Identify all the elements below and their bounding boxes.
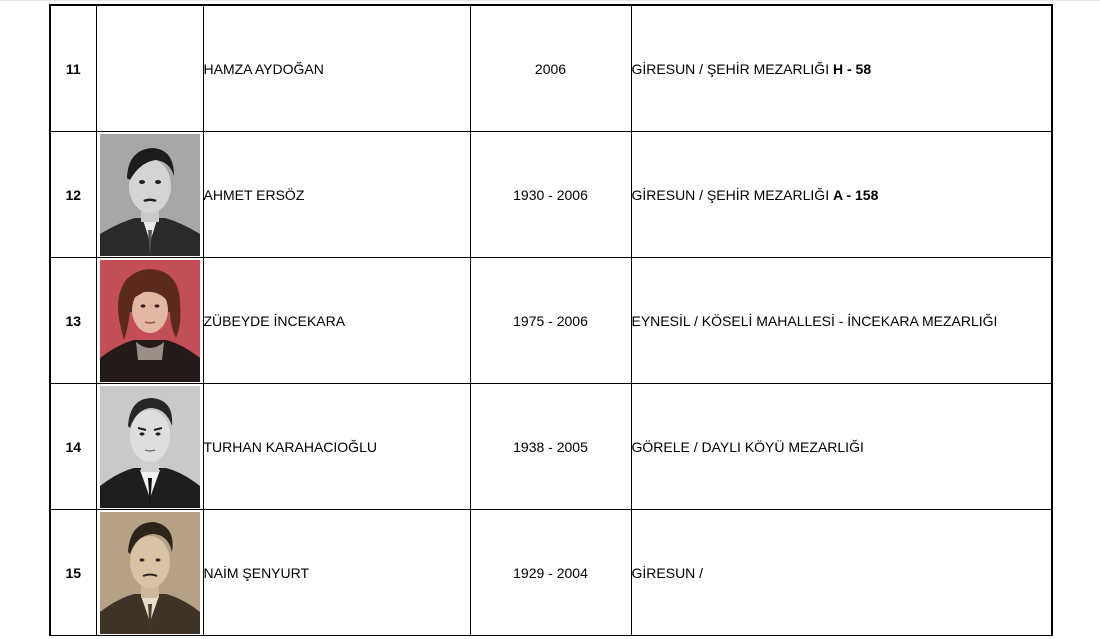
- portrait-photo[interactable]: [100, 512, 200, 634]
- burial-location: GİRESUN / ŞEHİR MEZARLIĞI: [631, 186, 833, 203]
- life-years: 1929 - 2004: [470, 510, 631, 636]
- portrait-photo[interactable]: [100, 260, 200, 382]
- life-years: 2006: [470, 5, 631, 132]
- person-name: ZÜBEYDE İNCEKARA: [203, 258, 470, 384]
- burial-place: [631, 5, 1052, 132]
- portrait-photo[interactable]: [100, 386, 200, 508]
- row-number: 13: [50, 258, 96, 384]
- grave-plot: A - 158: [832, 186, 879, 203]
- grave-plot: H - 58: [832, 60, 872, 77]
- records-table: [49, 4, 1053, 636]
- person-name: AHMET ERSÖZ: [203, 132, 470, 258]
- table-row: [50, 258, 1052, 384]
- row-number: 14: [50, 384, 96, 510]
- burial-location: EYNESİL / KÖSELİ MAHALLESİ - İNCEKARA MEZARLIĞI: [631, 312, 998, 329]
- table-row: [50, 510, 1052, 636]
- burial-place: [631, 258, 1052, 384]
- row-number: 11: [50, 5, 96, 132]
- person-name: HAMZA AYDOĞAN: [203, 5, 470, 132]
- burial-place: [631, 384, 1052, 510]
- person-name: TURHAN KARAHACIOĞLU: [203, 384, 470, 510]
- burial-location: GÖRELE / DAYLI KÖYÜ MEZARLIĞI: [631, 438, 864, 455]
- life-years: 1975 - 2006: [470, 258, 631, 384]
- burial-place: [631, 132, 1052, 258]
- table-row: [50, 132, 1052, 258]
- life-years: 1938 - 2005: [470, 384, 631, 510]
- row-number: 12: [50, 132, 96, 258]
- portrait-photo[interactable]: [100, 134, 200, 256]
- table-row: [50, 384, 1052, 510]
- burial-place: [631, 510, 1052, 636]
- burial-location: GİRESUN / ŞEHİR MEZARLIĞI: [631, 60, 833, 77]
- photo-cell-empty: [96, 5, 203, 132]
- life-years: 1930 - 2006: [470, 132, 631, 258]
- table-row: [50, 5, 1052, 132]
- person-name: NAİM ŞENYURT: [203, 510, 470, 636]
- row-number: 15: [50, 510, 96, 636]
- burial-location: GİRESUN /: [631, 564, 704, 581]
- page-top-rule: [0, 0, 1100, 1]
